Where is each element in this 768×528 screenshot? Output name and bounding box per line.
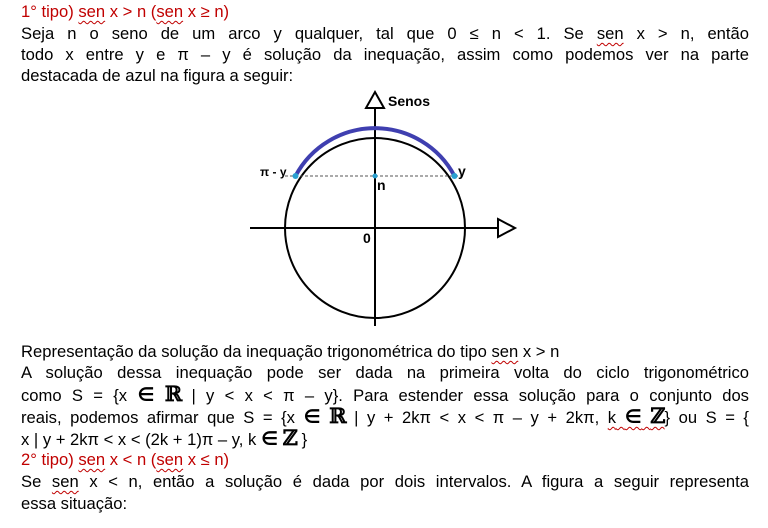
paragraph-2-line-4: x | y + 2kπ < x < (2k + 1)π – y, k ∈ ℤ } — [21, 425, 308, 450]
label-y: y — [458, 163, 466, 179]
cosine-axis-arrow — [498, 219, 515, 237]
integers-symbol: ℤ — [282, 425, 297, 450]
sen-word: sen — [51, 472, 79, 491]
label-pi-minus-y: π - y — [260, 165, 287, 179]
sen-word: sen — [491, 342, 519, 361]
point-y — [452, 173, 458, 179]
sen-word: sen — [78, 2, 106, 21]
sen-word: sen — [156, 2, 184, 21]
reals-symbol: ℝ — [164, 381, 182, 406]
element-of-symbol: ∈ — [260, 428, 278, 450]
sen-word: sen — [156, 450, 184, 469]
paragraph-1-line-3: destacada de azul na figura a seguir: — [21, 66, 294, 85]
element-of-symbol: ∈ — [137, 384, 155, 406]
heading-type-2: 2° tipo) sen x < n (sen x ≤ n) — [21, 450, 230, 469]
heading-type-1: 1° tipo) sen x > n (sen x ≥ n) — [21, 2, 230, 21]
paragraph-2-line-1: A solução dessa inequação pode ser dada na primeira volta do ciclo trigonométrico — [21, 363, 749, 382]
paragraph-1-line-2: todo x entre y e π – y é solução da inequação, assim como podemos ver na parte — [21, 45, 749, 64]
sen-word: sen — [78, 450, 106, 469]
paragraph-1-line-1: Seja n o seno de um arco y qualquer, tal que 0 ≤ n < 1. Se sen x > n, então — [21, 24, 749, 43]
paragraph-2-line-3: reais, podemos afirmar que S = {x ∈ ℝ | y + 2kπ < x < π – y + 2kπ, k ∈ ℤ} ou S = { — [21, 403, 749, 428]
k-in-z: k ∈ ℤ — [607, 403, 665, 428]
label-n: n — [377, 177, 386, 193]
paragraph-3-line-2: essa situação: — [21, 494, 128, 513]
reals-symbol: ℝ — [329, 403, 346, 428]
axis-label-senos: Senos — [388, 93, 431, 109]
sen-word: sen — [596, 24, 624, 43]
figure-caption: Representação da solução da inequação trigonométrica do tipo sen x > n — [21, 342, 560, 361]
trig-circle-figure — [240, 88, 530, 338]
sine-axis-arrow — [366, 92, 384, 108]
paragraph-3-line-1: Se sen x < n, então a solução é dada por dois intervalos. A figura a seguir representa — [21, 472, 749, 491]
label-origin: 0 — [363, 230, 371, 246]
paragraph-2-line-2: como S = {x ∈ ℝ | y < x < π – y}. Para estender essa solução para o conjunto dos — [21, 381, 749, 406]
element-of-symbol: ∈ — [303, 406, 321, 428]
point-pi-minus-y — [293, 173, 299, 179]
